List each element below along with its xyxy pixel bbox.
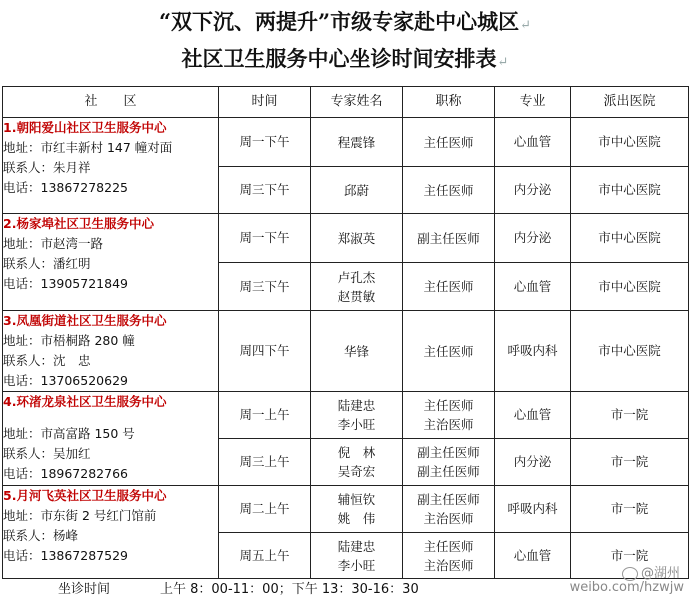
document-title-line2: 社区卫生服务中心坐诊时间安排表↵ (181, 46, 509, 71)
title-cell: 主任医师 (403, 167, 495, 214)
specialty-cell: 内分泌 (495, 439, 571, 486)
title-cell: 主任医师 (403, 311, 495, 392)
community-contact: 联系人：杨峰 (3, 528, 79, 543)
title-cell: 主任医师 主治医师 (403, 392, 495, 439)
specialty-cell: 呼吸内科 (495, 311, 571, 392)
hospital-cell: 市中心医院 (571, 263, 689, 311)
community-cell (3, 214, 219, 311)
header-specialty: 专业 (495, 87, 571, 118)
weibo-watermark-url: weibo.com/hzwjw (569, 580, 684, 595)
table-row (3, 486, 689, 533)
time-cell: 周一下午 (219, 214, 311, 263)
title-cell: 主任医师 (403, 263, 495, 311)
hospital-cell: 市一院 (571, 392, 689, 439)
hospital-cell: 市一院 (571, 486, 689, 533)
specialty-cell: 心血管 (495, 533, 571, 579)
community-name: 5.月河飞英社区卫生服务中心 (3, 488, 167, 503)
expert-cell: 邱蔚 (311, 167, 403, 214)
table-row (3, 392, 689, 439)
title-cell: 主任医师 主治医师 (403, 533, 495, 579)
footer-value: 上午 8：00-11：00；下午 13：30-16：30 (160, 582, 419, 597)
community-contact: 联系人：沈 忠 (3, 353, 91, 368)
specialty-cell: 心血管 (495, 118, 571, 167)
document-title-line1: “双下沉、两提升”市级专家赴中心城区↵ (158, 9, 532, 34)
weibo-icon (622, 567, 638, 581)
expert-cell: 倪 林 吴奇宏 (311, 439, 403, 486)
specialty-cell: 心血管 (495, 263, 571, 311)
title-cell: 副主任医师 副主任医师 (403, 439, 495, 486)
expert-cell: 郑淑英 (311, 214, 403, 263)
time-cell: 周三上午 (219, 439, 311, 486)
header-row (3, 87, 689, 118)
hospital-cell: 市一院 (571, 533, 689, 579)
community-name: 2.杨家埠社区卫生服务中心 (3, 216, 154, 231)
title-cell: 副主任医师 (403, 214, 495, 263)
time-cell: 周二上午 (219, 486, 311, 533)
header-community: 社 区 (3, 87, 219, 118)
community-address: 地址：市赵湾一路 (3, 236, 104, 251)
expert-cell: 陆建忠 李小旺 (311, 533, 403, 579)
time-cell: 周五上午 (219, 533, 311, 579)
time-cell: 周三下午 (219, 263, 311, 311)
community-name: 1.朝阳爱山社区卫生服务中心 (3, 120, 167, 135)
title-cell: 主任医师 (403, 118, 495, 167)
community-cell (3, 311, 219, 392)
hospital-cell: 市中心医院 (571, 118, 689, 167)
table-row (3, 118, 689, 167)
hospital-cell: 市一院 (571, 439, 689, 486)
header-title: 职称 (403, 87, 495, 118)
title-cell: 副主任医师 主治医师 (403, 486, 495, 533)
expert-cell: 辅恒钦 姚 伟 (311, 486, 403, 533)
header-expert: 专家姓名 (311, 87, 403, 118)
hospital-cell: 市中心医院 (571, 311, 689, 392)
schedule-table (2, 86, 689, 579)
community-name: 3.凤凰街道社区卫生服务中心 (3, 313, 167, 328)
community-cell (3, 392, 219, 486)
specialty-cell: 内分泌 (495, 214, 571, 263)
specialty-cell: 内分泌 (495, 167, 571, 214)
table-row (3, 311, 689, 392)
community-cell (3, 118, 219, 214)
time-cell: 周一下午 (219, 118, 311, 167)
community-address: 地址：市红丰新村 147 幢对面 (3, 140, 173, 155)
community-address: 地址：市梧桐路 280 幢 (3, 333, 135, 348)
community-cell (3, 486, 219, 579)
community-name: 4.环渚龙泉社区卫生服务中心 (3, 394, 167, 409)
community-contact: 联系人：朱月祥 (3, 160, 91, 175)
header-time: 时间 (219, 87, 311, 118)
community-phone: 电话：13706520629 (3, 373, 128, 388)
footer-label: 坐诊时间 (58, 582, 111, 597)
time-cell: 周三下午 (219, 167, 311, 214)
hospital-cell: 市中心医院 (571, 167, 689, 214)
hospital-cell: 市中心医院 (571, 214, 689, 263)
header-hospital: 派出医院 (571, 87, 689, 118)
community-phone: 电话：13867287529 (3, 548, 128, 563)
community-address: 地址：市东街 2 号红门馆前 (3, 508, 157, 523)
community-phone: 电话：18967282766 (3, 466, 128, 481)
community-phone: 电话：13905721849 (3, 276, 128, 291)
time-cell: 周四下午 (219, 311, 311, 392)
time-cell: 周一上午 (219, 392, 311, 439)
community-phone: 电话：13867278225 (3, 180, 128, 195)
weibo-watermark-handle: @湖州 (622, 562, 680, 581)
expert-cell: 程震锋 (311, 118, 403, 167)
community-contact: 联系人：潘红明 (3, 256, 91, 271)
community-address: 地址：市高富路 150 号 (3, 426, 135, 441)
expert-cell: 陆建忠 李小旺 (311, 392, 403, 439)
specialty-cell: 心血管 (495, 392, 571, 439)
community-contact: 联系人：吴加红 (3, 446, 91, 461)
table-row (3, 214, 689, 263)
expert-cell: 卢孔杰 赵贯敏 (311, 263, 403, 311)
expert-cell: 华锋 (311, 311, 403, 392)
specialty-cell: 呼吸内科 (495, 486, 571, 533)
